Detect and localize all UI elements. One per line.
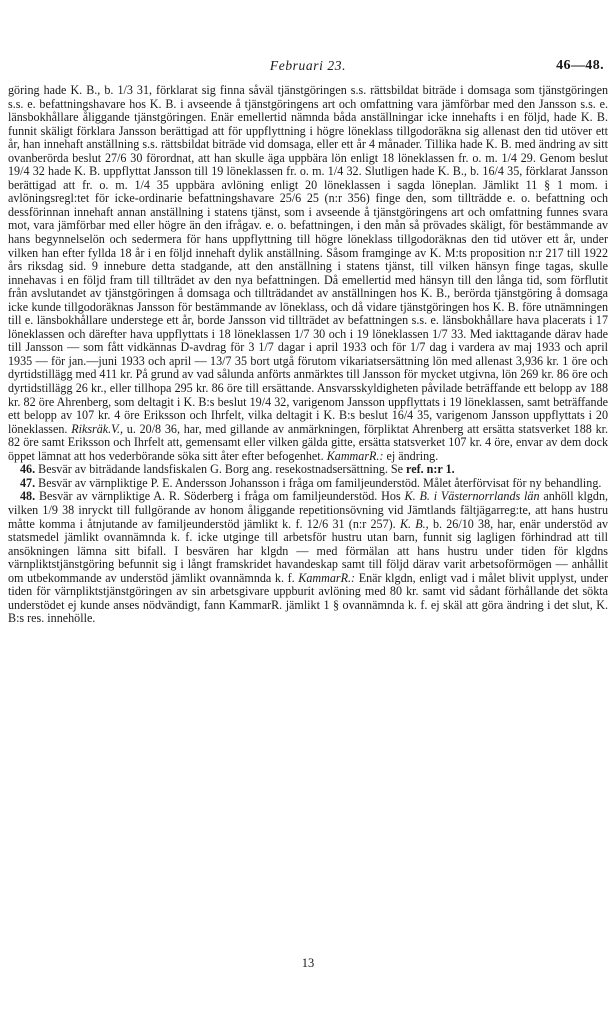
case-number: 46.: [20, 462, 36, 477]
paragraph-text: Besvär av värnpliktige P. E. Andersson Johansson i fråga om familjeunderstöd. Målet återförvisat för ny behandling.: [38, 475, 602, 490]
reference-kb-lan: K. B. i Västernorrlands län: [404, 489, 540, 504]
reference-kammarr: KammarR.:: [298, 570, 356, 585]
paragraph-case-47: [8, 477, 608, 491]
paragraph-text: b. 26/10 38, har, enär understöd av statsmedel jämlikt ovannämnda k. f. icke utginge till arbetsför hustru utan barn, funnit sig lagligen förhindrad att till ansökningen lämna sitt bifall. I besvären har klgdn — med förmälan att hans hustru under tiden för klgdns värnpliktstjänstgöring befunnit sig i långt framskridet havandeskap samt till följd därav varit arbetsoförmögen — anhållit om utbekommande av understöd jämlikt ovannämnda k. f.: [8, 516, 609, 585]
paragraph-text: u. 20/8 36, har, med gillande av anmärkningen, förpliktat Ahrenberg att ersätta statsverket 188 kr. 82 öre samt Eriksson och Ihrfelt att, gemensamt eller vilken gälda gitte, ersätta statsverket 107 kr. 4 öre, envar av dem dock öppet lämnat att hos vederbörande söka sitt åter efter befogenhet.: [8, 421, 608, 463]
reference-kb: K. B.,: [399, 516, 429, 531]
paragraph-case-45: [8, 84, 608, 463]
page-number: 13: [301, 956, 315, 970]
case-number: 47.: [20, 475, 36, 490]
paragraph-text: göring hade K. B., b. 1/3 31, förklarat sig finna såväl tjänstgöringen s.s. rättsbildat biträde i domsaga som tjänstgöringen s.s. e. befattningshavare hos K. B. i avseende å tjänstgöringens art och omfattning vara jämförbar med den Jansson s.s. e. länsbokhållare åliggande tjänstgöringen. Enär emellertid nämnda båda anställningar icke innehafts i en följd, hade K. B. funnit skäligt förklara Jansson berättigad att för uppflyttning i högre löneklass tillgodoräkna sig allenast den tid utöver ett år, han innehaft anställning s.s. rättsbildat biträde vid domsaga, eller ett år 4 månader. Tillika hade K. B. med ändring av sitt ovanberörda beslut 27/6 30 förordnat, att han skulle äga uppbära lön enligt 18 löneklassen fr. o. m. 1/4 29. Genom beslut 19/4 32 hade K. B. uppflyttat Jansson till 19 löneklassen fr. o. m. 1/4 32. Slutligen hade K. B., b. 16/4 35, förklarat Jansson berättigad att fr. o. m. 1/4 35 uppbära avlöning enligt 20 löneklassen i sagda löneplan. Jämlikt 11 § 1 mom. i avlöningsregl:tet för icke-ordinarie befattningshavare 25/6 25 (n:r 356) finge den, som tillträdde e. o. befattning och dessförinnan innehaft annan anställning i statens tjänst, som i avseende å tjänstgöringens art och omfattning funnes svara mot, vara jämförbar med eller högre än den ifrågav. e. o. befattningen, i den mån så prövades skäligt, för bestämmande av hans begynnelselön och sedermera för hans uppflyttning till högre löneklass tillgodoräknas den tid utöver ett år, under vilken han efter fyllda 18 år i en följd innehaft dylik anställning. Såsom framginge av K. M:ts proposition n:r 217 till 1922 års riksdag sid. 9 innebure detta stadgande, att den anställning i statens tjänst, till vilken hänsyn finge tagas, skulle innehavas i en följd fram till tillträdet av den nya befattningen. Då emellertid med hänsyn till den långa tid, som förflutit från avslutandet av tjänstgöringen å domsaga och tillträdandet av anställningen hos K. B., berörda tjänstgöring å domsaga icke kunde tillgodoräknas Jansson för bestämmande av löneklass, och då vidare tjänstgöringen hos K. B. före utnämningen till e. länsbokhållare understege ett år, borde Jansson vid tillträdet av befattningen s.s. e. länsbokhållare hava placerats i 17 löneklassen och därefter hava uppflyttats i 18 löneklassen 1/7 30 och i 19 löneklassen 1/7 33. Med iakttagande därav hade till Jansson — som fått vidkännas D-avdrag för 3 1/7 dagar i april 1933 och för 1/7 dag i vardera av maj 1933 och april 1935 — för jan.—juni 1933 och april — 13/7 35 bort utgå förutom vikariatsersättning lön med allenast 3,936 kr. 1 öre och dyrtidstillägg med 411 kr. På grund av vad sålunda anförts anmärktes till Jansson för mycket utgivna, lön 269 kr. 86 öre och dyrtidstillägg 26 kr., eller tillhopa 295 kr. 86 öre till ersättande. Ansvarsskyldigheten påvilade beträffande ett belopp av 188 kr. 82 öre Ahrenberg, som deltagit i K. B:s beslut 19/4 32, varigenom Jansson uppflyttats i 19 löneklassen, samt beträffande ett belopp av 107 kr. 4 öre Eriksson och Ihrfelt, vilka deltagit i K. B:s beslut 16/4 35, varigenom Jansson uppflyttats i 20 löneklassen.: [8, 83, 608, 436]
paragraph-case-46: [8, 463, 608, 477]
paragraph-text: anhöll klgdn, vilken 1/9 38 inryckt till fullgörande av honom åliggande repetitionsövning vid Jämtlands fältjägarreg:te, att hans hustru måtte komma i åtnjutande av familjeunderstöd jämlikt k. f. 12/6 31 (n:r 257).: [8, 489, 609, 531]
case-number: 48.: [20, 489, 36, 504]
paragraph-text: Enär klgdn, enligt vad i målet blivit upplyst, under tiden för värnpliktstjänstgöringen av sin arbetsgivare uppburit avlöning med 80 kr. samt vid sådant förhållande det sökta understödet ej kunde anses nödvändigt, fann KammarR. jämlikt 1 § ovannämnda k. f. ej skäl att göra ändring i det slut, K. B:s res. innehölle.: [8, 570, 608, 626]
document-page: [6, 0, 610, 1032]
document-body: [8, 84, 608, 626]
page-header: [6, 58, 610, 78]
reference-riksrakv: Riksräk.V.,: [71, 421, 124, 436]
header-item-range: 46—48.: [556, 58, 604, 73]
paragraph-text: Besvär av biträdande landsfiskalen G. Borg ang. resekostnadsersättning. Se: [38, 462, 404, 477]
reference-kammarr: KammarR.:: [326, 448, 384, 463]
reference-number: ref. n:r 1.: [406, 462, 455, 477]
paragraph-text: ej ändring.: [386, 448, 439, 463]
paragraph-case-48: [8, 490, 608, 625]
paragraph-text: Besvär av värnpliktige A. R. Söderberg i fråga om familjeunderstöd. Hos: [38, 489, 401, 504]
header-date: Februari 23.: [269, 58, 347, 73]
